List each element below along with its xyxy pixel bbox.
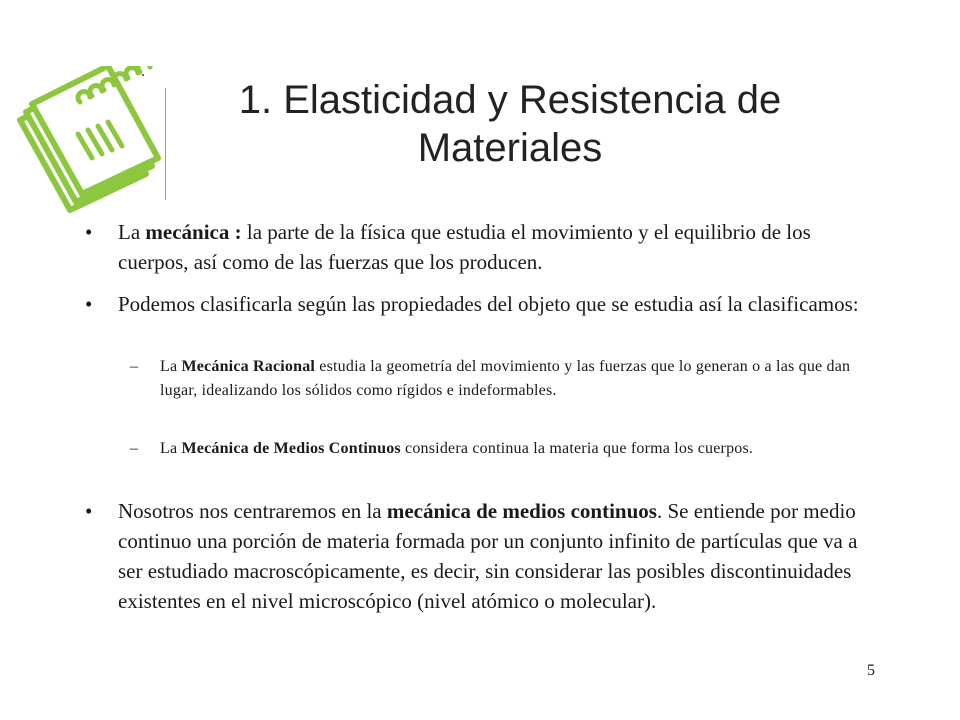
subbullet-marker: – xyxy=(130,358,139,375)
subbullet-medios-continuos xyxy=(130,437,860,461)
bullet-marker: • xyxy=(85,220,93,244)
bullet-text: La mecánica : la parte de la física que estudia el movimiento y el equilibrio de los cuerpos, así como de las fuerzas que los producen. xyxy=(118,220,811,274)
bullet-clasificacion xyxy=(85,289,865,319)
bullet-nosotros xyxy=(85,496,865,616)
subbullet-text: La Mecánica Racional estudia la geometría del movimiento y las fuerzas que lo generan o a las que dan lugar, idealizando los sólidos como rígidos e indeformables. xyxy=(160,358,851,399)
subbullet-marker: – xyxy=(130,440,139,457)
bullet-text: Nosotros nos centraremos en la mecánica de medios continuos. Se entiende por medio continuo una porción de materia formada por un conjunto infinito de partículas que va a ser estudiado macroscópicamente, es decir, sin considerar las posibles discontinuidades existentes en el nivel microscópico (nivel atómico o molecular). xyxy=(118,499,858,613)
slide-title: 1. Elasticidad y Resistencia de Materiales xyxy=(238,78,782,170)
subbullet-text: La Mecánica de Medios Continuos considera continua la materia que forma los cuerpos. xyxy=(160,440,754,457)
bullet-mecanica xyxy=(85,217,865,277)
bullet-marker: • xyxy=(85,499,93,523)
bullet-marker: • xyxy=(85,292,93,316)
subbullet-mecanica-racional xyxy=(130,355,860,403)
page-number: 5 xyxy=(867,662,875,679)
bullet-text: Podemos clasificarla según las propiedades del objeto que se estudia así la clasificamos: xyxy=(118,292,859,316)
